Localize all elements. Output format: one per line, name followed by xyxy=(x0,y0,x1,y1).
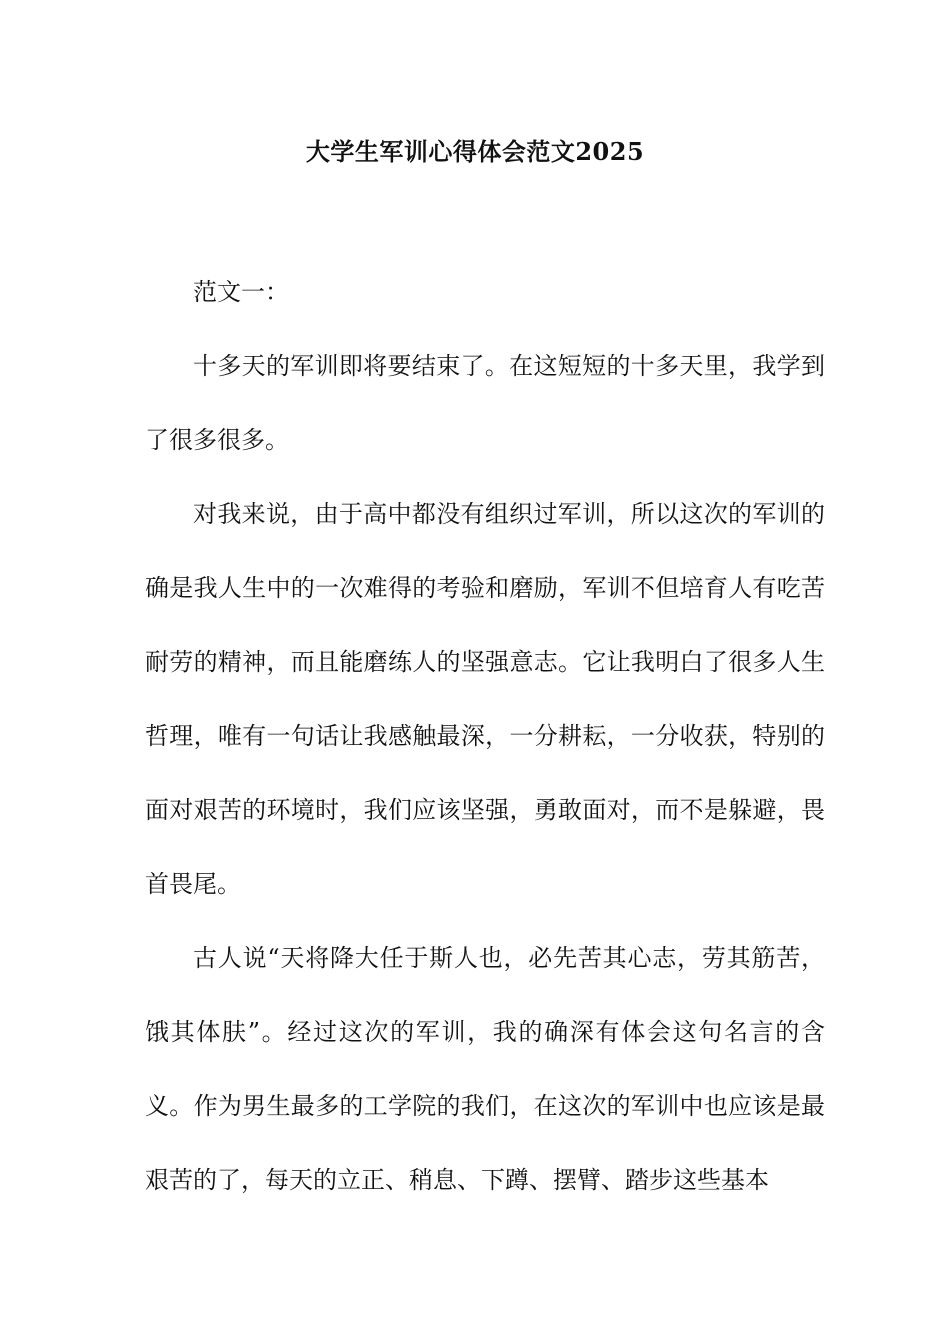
paragraph: 古人说“天将降大任于斯人也，必先苦其心志，劳其筋苦，饿其体肤”。经过这次的军训，我的确深有体会这句名言的含义。作为男生最多的工学院的我们，在这次的军训中也应该是最艰苦的了，每天的立正、稍息、下蹲、摆臂、踏步这些基本 xyxy=(145,944,825,1194)
document-title: 大学生军训心得体会范文2025 xyxy=(305,137,645,166)
paragraph: 范文一： xyxy=(193,278,289,306)
paragraph: 十多天的军训即将要结束了。在这短短的十多天里，我学到了很多很多。 xyxy=(145,352,825,454)
paragraph: 对我来说，由于高中都没有组织过军训，所以这次的军训的确是我人生中的一次难得的考验和磨励，军训不但培育人有吃苦耐劳的精神，而且能磨练人的坚强意志。它让我明白了很多人生哲理，唯有一句话让我感触最深，一分耕耘，一分收获，特别的面对艰苦的环境时，我们应该坚强，勇敢面对，而不是躲避，畏首畏尾。 xyxy=(145,500,825,898)
document-body xyxy=(145,255,825,1217)
